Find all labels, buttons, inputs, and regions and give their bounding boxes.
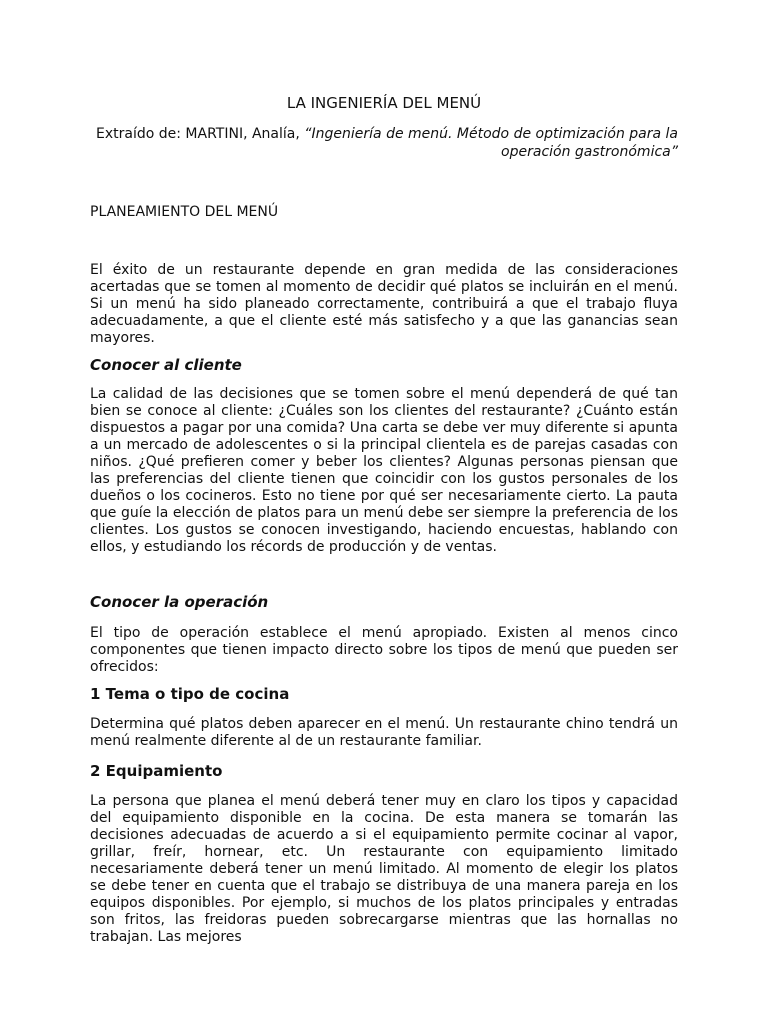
source-citation: [90, 125, 678, 161]
paragraph-conocer-operacion: El tipo de operación establece el menú apropiado. Existen al menos cinco componentes que tienen impacto directo sobre los tipos de menú que pueden ser ofrecidos:: [90, 625, 678, 675]
heading-conocer-cliente: Conocer al cliente: [90, 356, 242, 374]
paragraph-conocer-cliente: La calidad de las decisiones que se tomen sobre el menú dependerá de qué tan bien se conoce al cliente: ¿Cuáles son los clientes del restaurante? ¿Cuánto están dispuestos a pagar por una comida? Una carta se debe ver muy diferente si apunta a un mercado de adolescentes o si la principal clientela es de parejas casadas con niños. ¿Qué prefieren comer y beber los clientes? Algunas personas piensan que las preferencias del cliente tienen que coincidir con los gustos personales de los dueños o los cocineros. Esto no tiene por qué ser necesariamente cierto. La pauta que guíe la elección de platos para un menú debe ser siempre la preferencia de los clientes. Los gustos se conocen investigando, haciendo encuestas, hablando con ellos, y estudiando los récords de producción y de ventas.: [90, 386, 678, 555]
intro-paragraph: El éxito de un restaurante depende en gran medida de las consideraciones acertadas que se tomen al momento de decidir qué platos se incluirán en el menú. Si un menú ha sido planeado correctamente, contribuirá a que el trabajo fluya adecuadamente, a que el cliente esté más satisfecho y a que las ganancias sean mayores.: [90, 262, 678, 346]
paragraph-tema-cocina: Determina qué platos deben aparecer en el menú. Un restaurante chino tendrá un menú realmente diferente al de un restaurante familiar.: [90, 716, 678, 749]
section-heading: PLANEAMIENTO DEL MENÚ: [90, 204, 279, 220]
heading-tema-cocina: 1 Tema o tipo de cocina: [90, 685, 290, 703]
paragraph-equipamiento: La persona que planea el menú deberá tener muy en claro los tipos y capacidad del equipamiento disponible en la cocina. De esta manera se tomarán las decisiones adecuadas de acuerdo a si el equipamiento permite cocinar al vapor, grillar, freír, hornear, etc. Un restaurante con equipamiento limitado necesariamente deberá tener un menú limitado. Al momento de elegir los platos se debe tener en cuenta que el trabajo se distribuya de una manera pareja en los equipos disponibles. Por ejemplo, si muchos de los platos principales y entradas son fritos, las freidoras pueden sobrecargarse mientras que las hornallas no trabajan. Las mejores: [90, 793, 678, 945]
source-prefix: Extraído de: MARTINI, Analía,: [96, 126, 305, 142]
document-title: LA INGENIERÍA DEL MENÚ: [286, 94, 482, 112]
heading-equipamiento: 2 Equipamiento: [90, 762, 223, 780]
source-work-title: “Ingeniería de menú. Método de optimización para la operación gastronómica”: [304, 126, 678, 160]
heading-conocer-operacion: Conocer la operación: [90, 593, 269, 611]
